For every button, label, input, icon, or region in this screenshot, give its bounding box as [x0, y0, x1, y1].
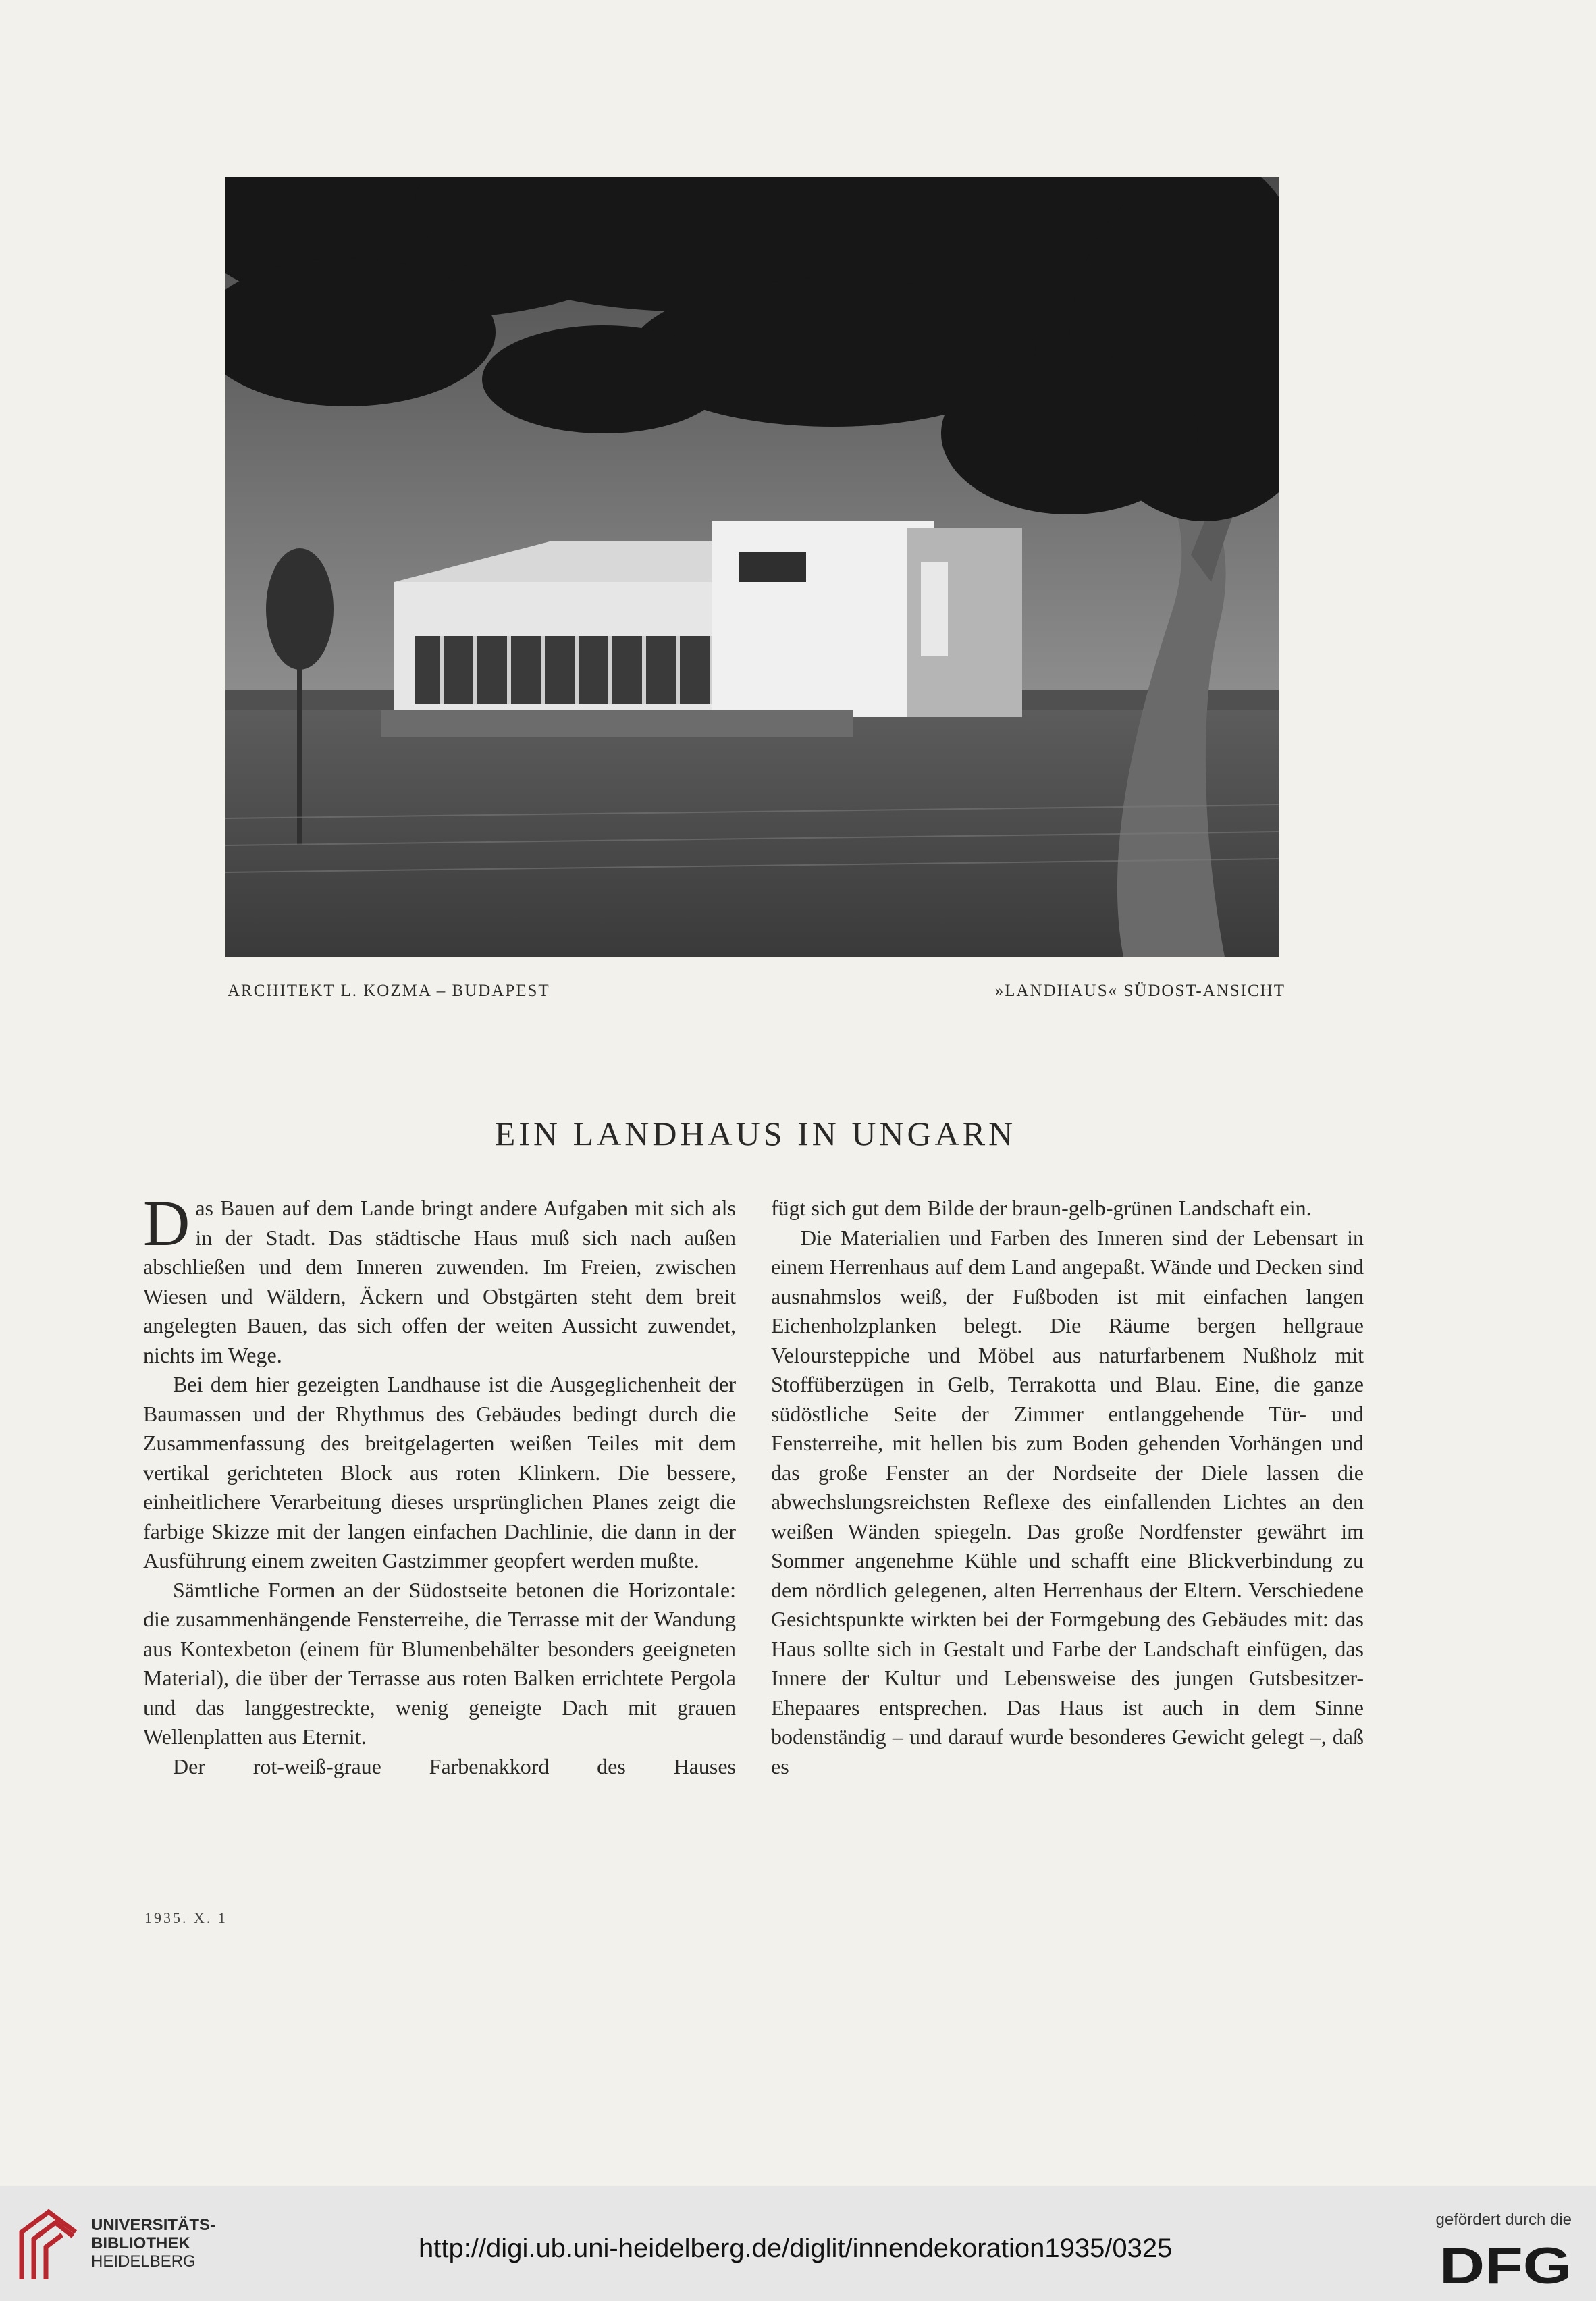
house-photo-icon	[225, 177, 1279, 957]
article-column-left	[143, 1187, 736, 1781]
article-paragraph: Sämtliche Formen an der Südostseite betonen die Horizontale: die zusammenhängende Fensterreihe, die Terrasse mit der Wandung aus Kontexbeton (einem für Blumenbehälter besonders geeigneten Material), die über der Terrasse aus roten Balken errichtete Pergola und das langgestreckte, wenig geneigte Dach mit grauen Wellenplatten aus Eternit.	[143, 1577, 736, 1749]
footer-bar	[0, 2186, 1596, 2301]
article-title: EIN LANDHAUS IN UNGARN	[494, 1115, 1017, 1153]
folio: 1935. X. 1	[144, 1909, 228, 1926]
article-paragraph: Bei dem hier gezeigten Landhause ist die Ausgeglichenheit der Baumassen und der Rhythmus des Gebäudes bedingt durch die Zusammenfassung des breitgelagerten weißen Teiles mit dem vertikal gerichteten Block aus roten Klinkern. Die bessere, einheitlichere Verarbeitung dieses ursprünglichen Planes zeigt die farbige Skizze mit der langen einfachen Dachlinie, die dann in der Ausführung einem zweiten Gastzimmer geopfert werden mußte.	[143, 1372, 736, 1572]
photo-caption-architect: ARCHITEKT L. KOZMA – BUDAPEST	[228, 982, 550, 1000]
article-paragraph: Der rot-weiß-graue Farbenakkord des Hauses	[173, 1753, 736, 1778]
dfg-logo-text: DFG	[1439, 2240, 1572, 2287]
article-paragraph: Das Bauen auf dem Lande bringt andere Aufgaben mit sich als in der Stadt. Das städtische Haus muß sich nach außen abschließen und dem Inneren zuwenden. Im Freien, zwischen Wiesen und Wäldern, Äckern und Obstgärten steht dem breit angelegten Bauen, das sich offen der weiten Aussicht zuwendet, nichts im Wege.	[143, 1187, 736, 1367]
article-paragraph: Die Materialien und Farben des Inneren sind der Lebensart in einem Herrenhaus auf dem Land angepaßt. Wände und Decken sind ausnahmslos weiß, der Fußboden ist mit einfachen langen Eichenholzplanken belegt. Die Räume bergen hellgraue Veloursteppiche und Möbel aus naturfarbenem Nußholz mit Stoffüberzügen in Gelb, Terrakotta und Blau. Eine, die ganze südöstliche Seite der Zimmer entlanggehende Tür- und Fensterreihe, mit hellen bis zum Boden gehenden Vorhängen und das große Fenster an der Nordseite der Diele lassen die abwechslungsreichsten Reflexe des einfallenden Lichtes an den weißen Wänden spiegeln. Das große Nordfenster gewährt im Sommer angenehme Kühle und schafft eine Blickverbindung zu dem nördlich gelegenen, alten Herrenhaus der Eltern. Verschiedene Gesichtspunkte wirkten bei der Formgebung des Gebäudes mit: das Haus sollte sich in Gestalt und Farbe der Landschaft einfügen, das Innere der Kultur und Lebensweise des jungen Gutsbesitzer-Ehepaares entsprechen. Das Haus ist auch in dem Sinne bodenständig – und darauf wurde besonderes Gewicht gelegt –, daß es	[771, 1225, 1364, 1778]
article-column-right	[771, 1194, 1364, 1781]
library-logo-icon	[15, 2205, 80, 2286]
house-photo	[225, 177, 1279, 957]
article-paragraph: fügt sich gut dem Bilde der braun-gelb-grünen Landschaft ein.	[771, 1196, 1312, 1220]
dfg-logo-icon	[1439, 2240, 1572, 2287]
source-url-link[interactable]: http://digi.ub.uni-heidelberg.de/diglit/innendekoration1935/0325	[419, 2233, 1173, 2263]
dfg-label: gefördert durch die	[1435, 2211, 1572, 2229]
library-name: UNIVERSITÄTS- BIBLIOTHEK HEIDELBERG	[91, 2216, 216, 2271]
photo-caption-view: »LANDHAUS« SÜDOST-ANSICHT	[994, 982, 1285, 1000]
drop-cap: D	[143, 1187, 190, 1259]
